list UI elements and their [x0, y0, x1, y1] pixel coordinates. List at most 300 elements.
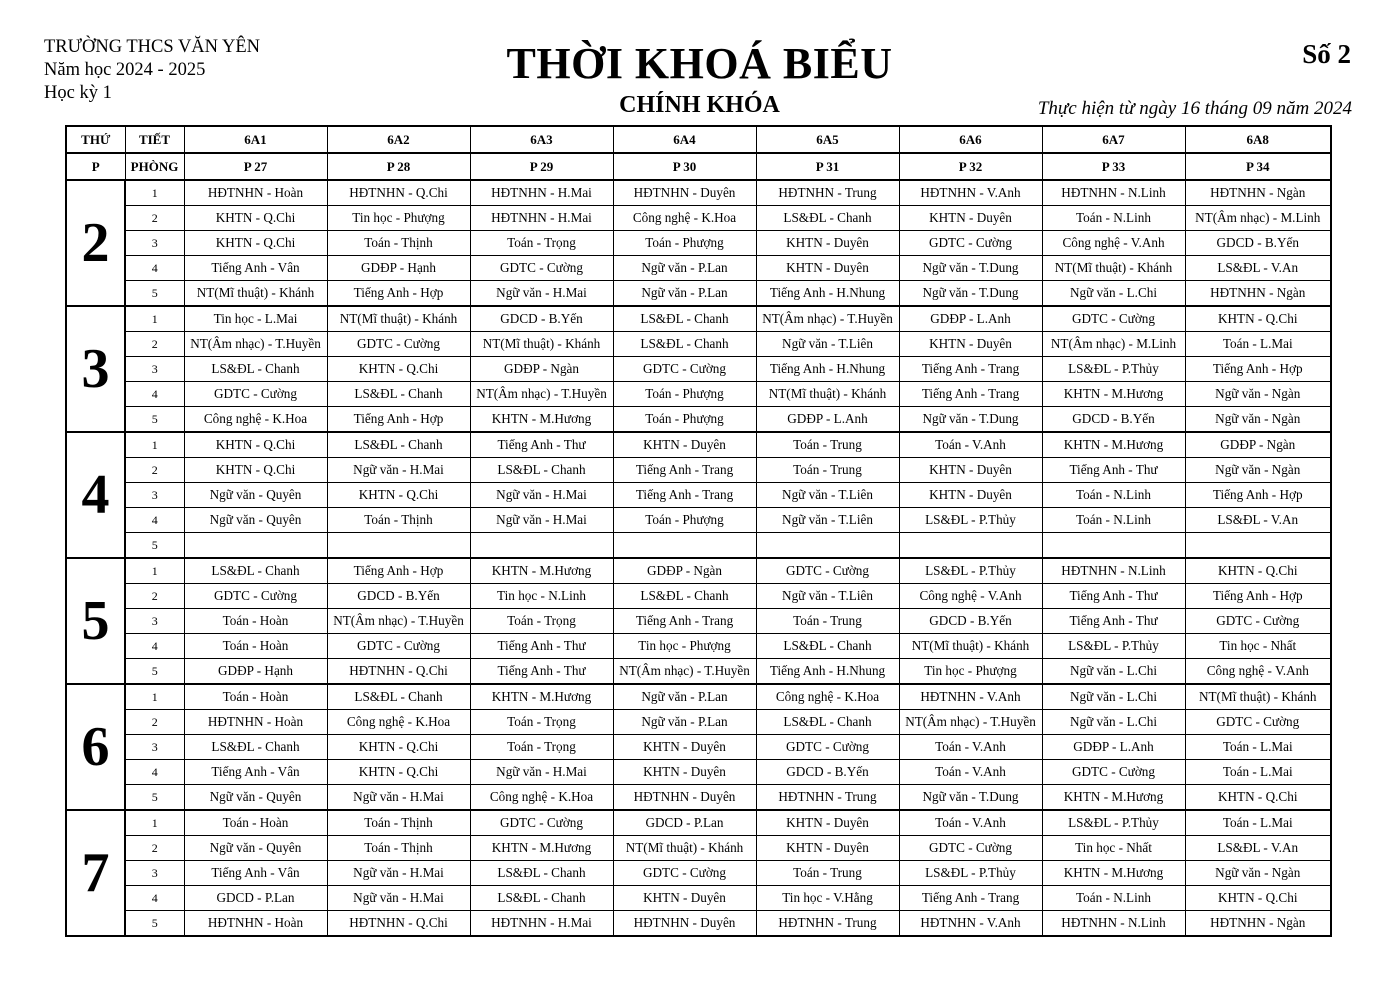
lesson-cell: Toán - Phượng	[613, 407, 756, 433]
lesson-cell: KHTN - Duyên	[756, 256, 899, 281]
lesson-cell: LS&ĐL - P.Thủy	[899, 558, 1042, 584]
lesson-cell: Ngữ văn - T.Dung	[899, 256, 1042, 281]
lesson-cell: Toán - Trung	[756, 432, 899, 458]
lesson-cell: GDTC - Cường	[1185, 710, 1331, 735]
lesson-cell: GDĐP - Ngàn	[1185, 432, 1331, 458]
day-column-header: THỨ	[66, 126, 125, 153]
lesson-cell: Ngữ văn - H.Mai	[470, 760, 613, 785]
lesson-cell: Toán - V.Anh	[899, 760, 1042, 785]
lesson-cell: Toán - Hoàn	[184, 609, 327, 634]
lesson-cell: Tin học - Nhất	[1042, 836, 1185, 861]
lesson-cell: NT(Âm nhạc) - T.Huyền	[327, 609, 470, 634]
lesson-cell: Công nghệ - K.Hoa	[184, 407, 327, 433]
day-label: 5	[66, 558, 125, 684]
lesson-cell: LS&ĐL - Chanh	[327, 684, 470, 710]
lesson-cell: HĐTNHN - V.Anh	[899, 684, 1042, 710]
lesson-cell: GDTC - Cường	[756, 558, 899, 584]
table-row	[66, 836, 1331, 861]
period-number: 4	[125, 382, 184, 407]
lesson-cell: NT(Mĩ thuật) - Khánh	[756, 382, 899, 407]
lesson-cell	[899, 533, 1042, 559]
semester: Học kỳ 1	[44, 83, 112, 103]
lesson-cell: Tiếng Anh - Hợp	[1185, 584, 1331, 609]
table-row	[66, 810, 1331, 836]
lesson-cell: Toán - Thịnh	[327, 836, 470, 861]
period-number: 1	[125, 306, 184, 332]
lesson-cell: Tiếng Anh - Trang	[613, 483, 756, 508]
lesson-cell: HĐTNHN - N.Linh	[1042, 558, 1185, 584]
lesson-cell: Toán - Thịnh	[327, 231, 470, 256]
period-number: 5	[125, 533, 184, 559]
lesson-cell: LS&ĐL - Chanh	[470, 458, 613, 483]
lesson-cell: Ngữ văn - T.Dung	[899, 785, 1042, 811]
lesson-cell: Tin học - Nhất	[1185, 634, 1331, 659]
room-header: P 31	[756, 153, 899, 180]
lesson-cell: KHTN - M.Hương	[470, 684, 613, 710]
lesson-cell: Ngữ văn - T.Liên	[756, 332, 899, 357]
lesson-cell: Ngữ văn - P.Lan	[613, 710, 756, 735]
table-row	[66, 684, 1331, 710]
lesson-cell: LS&ĐL - P.Thủy	[899, 861, 1042, 886]
room-header: P 29	[470, 153, 613, 180]
lesson-cell: Tin học - N.Linh	[470, 584, 613, 609]
lesson-cell: Công nghệ - V.Anh	[899, 584, 1042, 609]
lesson-cell: GDCD - P.Lan	[184, 886, 327, 911]
lesson-cell: Ngữ văn - T.Dung	[899, 407, 1042, 433]
lesson-cell: Ngữ văn - P.Lan	[613, 684, 756, 710]
lesson-cell: HĐTNHN - Trung	[756, 911, 899, 937]
period-number: 5	[125, 659, 184, 685]
lesson-cell: HĐTNHN - V.Anh	[899, 911, 1042, 937]
lesson-cell: KHTN - M.Hương	[1042, 382, 1185, 407]
lesson-cell	[470, 533, 613, 559]
table-row	[66, 382, 1331, 407]
lesson-cell: Tiếng Anh - Hợp	[1185, 357, 1331, 382]
table-row	[66, 306, 1331, 332]
day-short-header: P	[66, 153, 125, 180]
table-row	[66, 584, 1331, 609]
lesson-cell: KHTN - Q.Chi	[327, 357, 470, 382]
lesson-cell: KHTN - Q.Chi	[327, 483, 470, 508]
lesson-cell: LS&ĐL - V.An	[1185, 256, 1331, 281]
lesson-cell: KHTN - Q.Chi	[184, 206, 327, 231]
room-header: P 27	[184, 153, 327, 180]
lesson-cell: GDTC - Cường	[1042, 306, 1185, 332]
lesson-cell: Toán - Trung	[756, 861, 899, 886]
lesson-cell: GDĐP - Hạnh	[327, 256, 470, 281]
lesson-cell: NT(Mĩ thuật) - Khánh	[1185, 684, 1331, 710]
lesson-cell: HĐTNHN - Q.Chi	[327, 659, 470, 685]
lesson-cell: GDTC - Cường	[327, 332, 470, 357]
class-header: 6A7	[1042, 126, 1185, 153]
lesson-cell: Tiếng Anh - Thư	[1042, 609, 1185, 634]
lesson-cell: NT(Mĩ thuật) - Khánh	[613, 836, 756, 861]
period-number: 1	[125, 432, 184, 458]
lesson-cell: LS&ĐL - P.Thủy	[899, 508, 1042, 533]
lesson-cell: Ngữ văn - T.Liên	[756, 584, 899, 609]
table-row	[66, 206, 1331, 231]
period-number: 5	[125, 281, 184, 307]
lesson-cell: GDTC - Cường	[756, 735, 899, 760]
table-row	[66, 332, 1331, 357]
lesson-cell: NT(Mĩ thuật) - Khánh	[327, 306, 470, 332]
table-row	[66, 886, 1331, 911]
lesson-cell: NT(Mĩ thuật) - Khánh	[184, 281, 327, 307]
room-header: P 30	[613, 153, 756, 180]
lesson-cell: NT(Âm nhạc) - M.Linh	[1185, 206, 1331, 231]
lesson-cell: Toán - Phượng	[613, 508, 756, 533]
lesson-cell: HĐTNHN - Hoàn	[184, 180, 327, 206]
lesson-cell: LS&ĐL - P.Thủy	[1042, 634, 1185, 659]
timetable	[65, 125, 1332, 937]
effective-date: Thực hiện từ ngày 16 tháng 09 năm 2024	[1037, 98, 1352, 119]
lesson-cell: GDCD - B.Yến	[470, 306, 613, 332]
lesson-cell: Tiếng Anh - Thư	[470, 432, 613, 458]
period-number: 3	[125, 861, 184, 886]
lesson-cell: Tiếng Anh - Hợp	[1185, 483, 1331, 508]
lesson-cell: Tin học - Phượng	[613, 634, 756, 659]
lesson-cell	[327, 533, 470, 559]
lesson-cell: GDĐP - Hạnh	[184, 659, 327, 685]
lesson-cell: LS&ĐL - Chanh	[327, 382, 470, 407]
lesson-cell: Ngữ văn - Ngàn	[1185, 861, 1331, 886]
lesson-cell: LS&ĐL - Chanh	[613, 306, 756, 332]
lesson-cell: Ngữ văn - P.Lan	[613, 256, 756, 281]
day-label: 7	[66, 810, 125, 936]
lesson-cell: LS&ĐL - Chanh	[184, 558, 327, 584]
lesson-cell: GDTC - Cường	[470, 810, 613, 836]
lesson-cell: GDCD - B.Yến	[1042, 407, 1185, 433]
table-row	[66, 911, 1331, 937]
lesson-cell: Tiếng Anh - Vân	[184, 861, 327, 886]
lesson-cell: GDĐP - L.Anh	[1042, 735, 1185, 760]
class-header: 6A8	[1185, 126, 1331, 153]
lesson-cell: Tiếng Anh - H.Nhung	[756, 357, 899, 382]
period-number: 3	[125, 483, 184, 508]
lesson-cell: KHTN - Duyên	[899, 206, 1042, 231]
period-number: 3	[125, 231, 184, 256]
lesson-cell: GDTC - Cường	[470, 256, 613, 281]
lesson-cell: GDĐP - L.Anh	[899, 306, 1042, 332]
lesson-cell: Ngữ văn - Ngàn	[1185, 382, 1331, 407]
class-header: 6A4	[613, 126, 756, 153]
table-row	[66, 533, 1331, 559]
lesson-cell: Tiếng Anh - Vân	[184, 760, 327, 785]
period-number: 3	[125, 735, 184, 760]
lesson-cell: KHTN - Duyên	[756, 836, 899, 861]
table-row	[66, 432, 1331, 458]
lesson-cell: Tiếng Anh - Trang	[613, 458, 756, 483]
room-header: P 32	[899, 153, 1042, 180]
period-number: 4	[125, 508, 184, 533]
lesson-cell: HĐTNHN - Trung	[756, 785, 899, 811]
lesson-cell: Tiếng Anh - Trang	[899, 382, 1042, 407]
lesson-cell: HĐTNHN - N.Linh	[1042, 911, 1185, 937]
table-row	[66, 281, 1331, 307]
lesson-cell: Ngữ văn - T.Dung	[899, 281, 1042, 307]
period-number: 5	[125, 911, 184, 937]
school-year: Năm học 2024 - 2025	[44, 60, 206, 80]
lesson-cell	[756, 533, 899, 559]
lesson-cell: KHTN - M.Hương	[470, 407, 613, 433]
lesson-cell: NT(Âm nhạc) - T.Huyền	[613, 659, 756, 685]
lesson-cell: HĐTNHN - Ngàn	[1185, 180, 1331, 206]
lesson-cell: Ngữ văn - L.Chi	[1042, 684, 1185, 710]
lesson-cell	[1042, 533, 1185, 559]
lesson-cell	[184, 533, 327, 559]
lesson-cell: Toán - Trọng	[470, 710, 613, 735]
lesson-cell: KHTN - Duyên	[756, 810, 899, 836]
lesson-cell: KHTN - Duyên	[756, 231, 899, 256]
lesson-cell: Toán - V.Anh	[899, 810, 1042, 836]
lesson-cell: Toán - Trọng	[470, 609, 613, 634]
lesson-cell: NT(Âm nhạc) - T.Huyền	[899, 710, 1042, 735]
lesson-cell: LS&ĐL - Chanh	[756, 710, 899, 735]
lesson-cell: GDCD - P.Lan	[613, 810, 756, 836]
lesson-cell: Tin học - Phượng	[327, 206, 470, 231]
lesson-cell: HĐTNHN - Duyên	[613, 911, 756, 937]
period-number: 4	[125, 634, 184, 659]
period-number: 1	[125, 810, 184, 836]
lesson-cell: Tiếng Anh - Thư	[1042, 584, 1185, 609]
lesson-cell: NT(Âm nhạc) - M.Linh	[1042, 332, 1185, 357]
lesson-cell: Toán - L.Mai	[1185, 332, 1331, 357]
class-header-row	[66, 126, 1331, 153]
lesson-cell: Tiếng Anh - H.Nhung	[756, 281, 899, 307]
lesson-cell: Toán - N.Linh	[1042, 483, 1185, 508]
period-number: 2	[125, 458, 184, 483]
lesson-cell: Toán - Trọng	[470, 231, 613, 256]
lesson-cell: KHTN - Q.Chi	[1185, 558, 1331, 584]
lesson-cell: HĐTNHN - Hoàn	[184, 911, 327, 937]
lesson-cell: GDTC - Cường	[899, 231, 1042, 256]
period-number: 4	[125, 886, 184, 911]
lesson-cell: KHTN - Q.Chi	[327, 735, 470, 760]
lesson-cell: LS&ĐL - P.Thủy	[1042, 810, 1185, 836]
period-column-header: TIẾT	[125, 126, 184, 153]
lesson-cell: Toán - Hoàn	[184, 684, 327, 710]
lesson-cell: NT(Mĩ thuật) - Khánh	[1042, 256, 1185, 281]
lesson-cell: HĐTNHN - H.Mai	[470, 180, 613, 206]
lesson-cell: HĐTNHN - Duyên	[613, 785, 756, 811]
lesson-cell: GDTC - Cường	[184, 382, 327, 407]
class-header: 6A6	[899, 126, 1042, 153]
lesson-cell: Toán - V.Anh	[899, 432, 1042, 458]
lesson-cell: Công nghệ - K.Hoa	[756, 684, 899, 710]
lesson-cell: Công nghệ - V.Anh	[1185, 659, 1331, 685]
lesson-cell: LS&ĐL - P.Thủy	[1042, 357, 1185, 382]
room-header: P 28	[327, 153, 470, 180]
lesson-cell: Toán - Trọng	[470, 735, 613, 760]
lesson-cell: GDTC - Cường	[613, 861, 756, 886]
lesson-cell: LS&ĐL - Chanh	[756, 206, 899, 231]
lesson-cell: Ngữ văn - H.Mai	[327, 861, 470, 886]
period-number: 4	[125, 256, 184, 281]
lesson-cell: GDCD - B.Yến	[1185, 231, 1331, 256]
period-number: 2	[125, 836, 184, 861]
lesson-cell: Tiếng Anh - Hợp	[327, 407, 470, 433]
lesson-cell: KHTN - Duyên	[613, 886, 756, 911]
lesson-cell: HĐTNHN - N.Linh	[1042, 180, 1185, 206]
lesson-cell: KHTN - Q.Chi	[1185, 306, 1331, 332]
lesson-cell: GDTC - Cường	[613, 357, 756, 382]
lesson-cell: HĐTNHN - Duyên	[613, 180, 756, 206]
lesson-cell: Ngữ văn - L.Chi	[1042, 710, 1185, 735]
lesson-cell: Tiếng Anh - Thư	[470, 659, 613, 685]
lesson-cell: Công nghệ - K.Hoa	[613, 206, 756, 231]
lesson-cell: NT(Âm nhạc) - T.Huyền	[184, 332, 327, 357]
lesson-cell: Ngữ văn - T.Liên	[756, 483, 899, 508]
period-number: 1	[125, 684, 184, 710]
lesson-cell	[1185, 533, 1331, 559]
period-number: 3	[125, 357, 184, 382]
page-subtitle: CHÍNH KHÓA	[619, 92, 780, 118]
table-row	[66, 760, 1331, 785]
lesson-cell: LS&ĐL - Chanh	[756, 634, 899, 659]
lesson-cell: Ngữ văn - H.Mai	[327, 785, 470, 811]
period-number: 5	[125, 407, 184, 433]
table-row	[66, 558, 1331, 584]
table-row	[66, 231, 1331, 256]
lesson-cell: KHTN - Q.Chi	[184, 231, 327, 256]
lesson-cell: KHTN - M.Hương	[470, 558, 613, 584]
room-label-header: PHÒNG	[125, 153, 184, 180]
lesson-cell: HĐTNHN - Hoàn	[184, 710, 327, 735]
period-number: 2	[125, 332, 184, 357]
lesson-cell: HĐTNHN - V.Anh	[899, 180, 1042, 206]
lesson-cell: LS&ĐL - Chanh	[613, 584, 756, 609]
day-label: 2	[66, 180, 125, 306]
lesson-cell: Tiếng Anh - H.Nhung	[756, 659, 899, 685]
lesson-cell: Tiếng Anh - Thư	[470, 634, 613, 659]
lesson-cell: Công nghệ - V.Anh	[1042, 231, 1185, 256]
lesson-cell: KHTN - Q.Chi	[184, 458, 327, 483]
lesson-cell: Ngữ văn - H.Mai	[327, 458, 470, 483]
lesson-cell: LS&ĐL - V.An	[1185, 508, 1331, 533]
lesson-cell: Ngữ văn - Ngàn	[1185, 407, 1331, 433]
lesson-cell: KHTN - Q.Chi	[1185, 785, 1331, 811]
lesson-cell: GDĐP - L.Anh	[756, 407, 899, 433]
lesson-cell: HĐTNHN - Trung	[756, 180, 899, 206]
lesson-cell: NT(Âm nhạc) - T.Huyền	[756, 306, 899, 332]
lesson-cell: GDCD - B.Yến	[756, 760, 899, 785]
room-header: P 34	[1185, 153, 1331, 180]
lesson-cell: GDTC - Cường	[1042, 760, 1185, 785]
lesson-cell: GDTC - Cường	[327, 634, 470, 659]
lesson-cell: GDCD - B.Yến	[327, 584, 470, 609]
lesson-cell: Tin học - L.Mai	[184, 306, 327, 332]
lesson-cell: KHTN - Duyên	[899, 458, 1042, 483]
lesson-cell: Ngữ văn - L.Chi	[1042, 659, 1185, 685]
lesson-cell: KHTN - M.Hương	[1042, 861, 1185, 886]
lesson-cell: Toán - L.Mai	[1185, 760, 1331, 785]
lesson-cell: KHTN - M.Hương	[1042, 432, 1185, 458]
lesson-cell: GDTC - Cường	[899, 836, 1042, 861]
lesson-cell: HĐTNHN - Q.Chi	[327, 180, 470, 206]
lesson-cell: Ngữ văn - H.Mai	[470, 508, 613, 533]
class-header: 6A1	[184, 126, 327, 153]
table-row	[66, 180, 1331, 206]
lesson-cell: NT(Mĩ thuật) - Khánh	[470, 332, 613, 357]
lesson-cell: KHTN - M.Hương	[1042, 785, 1185, 811]
lesson-cell: KHTN - Duyên	[899, 483, 1042, 508]
lesson-cell: GDCD - B.Yến	[899, 609, 1042, 634]
lesson-cell: Công nghệ - K.Hoa	[327, 710, 470, 735]
lesson-cell: Tin học - Phượng	[899, 659, 1042, 685]
lesson-cell: KHTN - Q.Chi	[1185, 886, 1331, 911]
lesson-cell: Ngữ văn - H.Mai	[470, 281, 613, 307]
lesson-cell: Ngữ văn - Quyên	[184, 785, 327, 811]
class-header: 6A2	[327, 126, 470, 153]
lesson-cell: Ngữ văn - L.Chi	[1042, 281, 1185, 307]
table-row	[66, 659, 1331, 685]
lesson-cell: Tiếng Anh - Thư	[1042, 458, 1185, 483]
lesson-cell: Toán - V.Anh	[899, 735, 1042, 760]
period-number: 2	[125, 710, 184, 735]
lesson-cell	[613, 533, 756, 559]
room-header-row	[66, 153, 1331, 180]
lesson-cell: GDTC - Cường	[184, 584, 327, 609]
table-row	[66, 785, 1331, 811]
lesson-cell: Tiếng Anh - Trang	[899, 357, 1042, 382]
lesson-cell: Toán - Trung	[756, 458, 899, 483]
lesson-cell: HĐTNHN - Ngàn	[1185, 911, 1331, 937]
class-header: 6A3	[470, 126, 613, 153]
lesson-cell: LS&ĐL - Chanh	[470, 886, 613, 911]
page-title: THỜI KHOÁ BIỂU	[506, 39, 893, 88]
lesson-cell: KHTN - Duyên	[613, 735, 756, 760]
lesson-cell: Ngữ văn - Ngàn	[1185, 458, 1331, 483]
lesson-cell: Ngữ văn - Quyên	[184, 483, 327, 508]
lesson-cell: HĐTNHN - Q.Chi	[327, 911, 470, 937]
lesson-cell: NT(Âm nhạc) - T.Huyền	[470, 382, 613, 407]
school-name: TRƯỜNG THCS VĂN YÊN	[44, 37, 260, 57]
lesson-cell: Tiếng Anh - Trang	[899, 886, 1042, 911]
period-number: 2	[125, 206, 184, 231]
table-row	[66, 609, 1331, 634]
lesson-cell: Ngữ văn - H.Mai	[470, 483, 613, 508]
lesson-cell: Toán - N.Linh	[1042, 206, 1185, 231]
table-row	[66, 508, 1331, 533]
lesson-cell: KHTN - M.Hương	[470, 836, 613, 861]
lesson-cell: Tiếng Anh - Vân	[184, 256, 327, 281]
lesson-cell: Ngữ văn - T.Liên	[756, 508, 899, 533]
lesson-cell: Toán - Phượng	[613, 382, 756, 407]
lesson-cell: Tiếng Anh - Hợp	[327, 558, 470, 584]
lesson-cell: GDĐP - Ngàn	[470, 357, 613, 382]
table-row	[66, 634, 1331, 659]
lesson-cell: KHTN - Q.Chi	[184, 432, 327, 458]
lesson-cell: Toán - Thịnh	[327, 508, 470, 533]
lesson-cell: Tiếng Anh - Trang	[613, 609, 756, 634]
day-label: 4	[66, 432, 125, 558]
lesson-cell: KHTN - Q.Chi	[327, 760, 470, 785]
lesson-cell: Toán - N.Linh	[1042, 886, 1185, 911]
table-row	[66, 735, 1331, 760]
period-number: 2	[125, 584, 184, 609]
lesson-cell: HĐTNHN - H.Mai	[470, 911, 613, 937]
table-row	[66, 407, 1331, 433]
timetable-body	[66, 180, 1331, 936]
lesson-cell: Ngữ văn - H.Mai	[327, 886, 470, 911]
timetable-header	[66, 126, 1331, 180]
lesson-cell: LS&ĐL - Chanh	[327, 432, 470, 458]
lesson-cell: LS&ĐL - Chanh	[184, 735, 327, 760]
lesson-cell: Toán - Hoàn	[184, 634, 327, 659]
lesson-cell: Toán - Trung	[756, 609, 899, 634]
lesson-cell: LS&ĐL - V.An	[1185, 836, 1331, 861]
lesson-cell: Tiếng Anh - Hợp	[327, 281, 470, 307]
